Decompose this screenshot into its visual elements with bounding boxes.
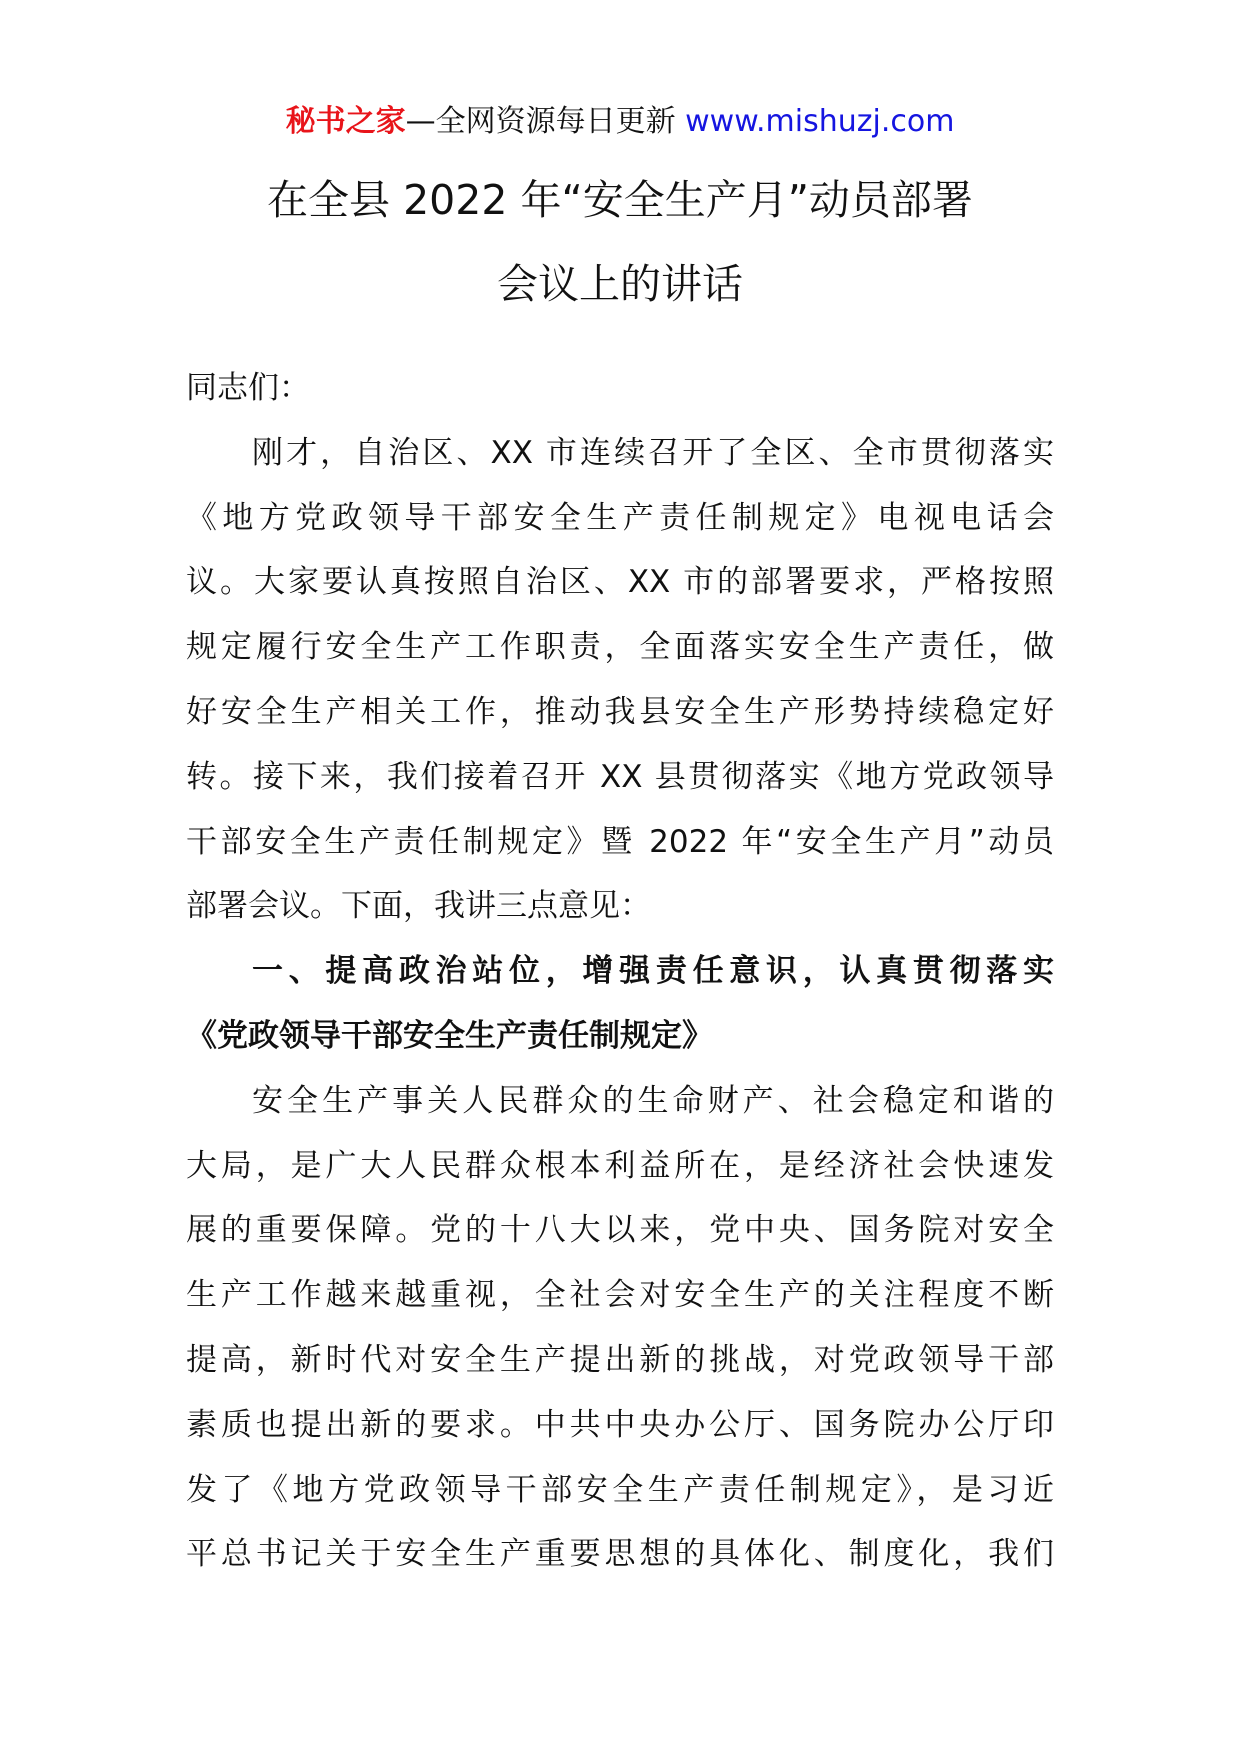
paragraph-line: 转。接下来，我们接着召开 XX 县贯彻落实《地方党政领导 bbox=[186, 758, 1054, 795]
paragraph-1 bbox=[186, 421, 1054, 939]
paragraph-line: 部署会议。下面，我讲三点意见： bbox=[186, 888, 651, 925]
paragraph-line: 提高，新时代对安全生产提出新的挑战，对党政领导干部 bbox=[186, 1341, 1054, 1378]
heading-line: 一、提高政治站位，增强责任意识，认真贯彻落实 bbox=[252, 953, 1054, 990]
paragraph-line: 规定履行安全生产工作职责，全面落实安全生产责任，做 bbox=[186, 629, 1054, 666]
site-header bbox=[0, 102, 1240, 142]
title-line-1: 在全县 2022 年“安全生产月”动员部署 bbox=[267, 176, 973, 224]
paragraph-line: 干部安全生产责任制规定》暨 2022 年“安全生产月”动员 bbox=[186, 823, 1054, 860]
paragraph-line: 发了《地方党政领导干部安全生产责任制规定》，是习近 bbox=[186, 1471, 1054, 1508]
paragraph-line: 素质也提出新的要求。中共中央办公厅、国务院办公厅印 bbox=[186, 1406, 1054, 1443]
section-heading-1 bbox=[186, 939, 1054, 1069]
document-title bbox=[140, 158, 1100, 326]
paragraph-2 bbox=[186, 1069, 1054, 1587]
paragraph-line: 生产工作越来越重视，全社会对安全生产的关注程度不断 bbox=[186, 1277, 1054, 1314]
paragraph-line: 大局，是广大人民群众根本利益所在，是经济社会快速发 bbox=[186, 1147, 1054, 1184]
site-tagline: —全网资源每日更新 bbox=[405, 104, 686, 139]
salutation: 同志们： bbox=[186, 370, 310, 406]
document-body bbox=[186, 356, 1054, 1587]
paragraph-line: 议。大家要认真按照自治区、XX 市的部署要求，严格按照 bbox=[186, 564, 1054, 601]
paragraph-line: 刚才，自治区、XX 市连续召开了全区、全市贯彻落实 bbox=[252, 434, 1054, 471]
paragraph-line: 《地方党政领导干部安全生产责任制规定》电视电话会 bbox=[186, 499, 1054, 536]
site-brand: 秘书之家 bbox=[285, 104, 406, 139]
site-url-link[interactable]: www.mishuzj.com bbox=[685, 104, 955, 139]
paragraph-line: 展的重要保障。党的十八大以来，党中央、国务院对安全 bbox=[186, 1212, 1054, 1249]
paragraph-line: 安全生产事关人民群众的生命财产、社会稳定和谐的 bbox=[252, 1082, 1054, 1119]
paragraph-line: 好安全生产相关工作，推动我县安全生产形势持续稳定好 bbox=[186, 693, 1054, 730]
paragraph-line: 平总书记关于安全生产重要思想的具体化、制度化，我们 bbox=[186, 1536, 1054, 1573]
title-line-2: 会议上的讲话 bbox=[497, 260, 743, 308]
heading-line: 《党政领导干部安全生产责任制规定》 bbox=[186, 1017, 713, 1054]
